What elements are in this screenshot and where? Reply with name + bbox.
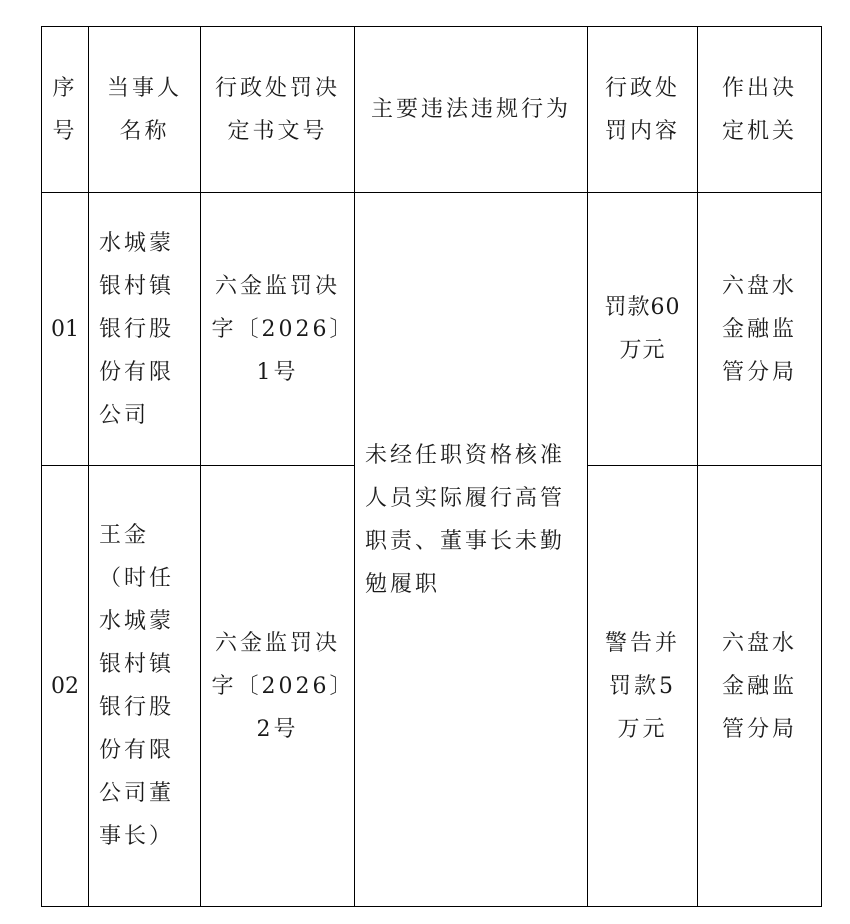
row-seq: 02 (42, 466, 89, 907)
row-party: 王金（时任水城蒙银村镇银行股份有限公司董事长） (89, 466, 201, 907)
header-authority: 作出决定机关 (698, 27, 822, 193)
row-party: 水城蒙银村镇银行股份有限公司 (89, 193, 201, 466)
row-violation: 未经任职资格核准人员实际履行高管职责、董事长未勤勉履职 (355, 193, 588, 907)
header-row (42, 27, 822, 193)
row-penalty: 警告并罚款5万元 (588, 466, 698, 907)
header-violation: 主要违法违规行为 (355, 27, 588, 193)
penalty-table (41, 26, 822, 907)
row-decision-no: 六金监罚决字〔2026〕2号 (201, 466, 355, 907)
row-seq: 01 (42, 193, 89, 466)
header-party: 当事人名称 (89, 27, 201, 193)
row-penalty: 罚款60万元 (588, 193, 698, 466)
table-row (42, 193, 822, 466)
row-authority: 六盘水金融监管分局 (698, 193, 822, 466)
row-authority: 六盘水金融监管分局 (698, 466, 822, 907)
row-decision-no: 六金监罚决字〔2026〕1号 (201, 193, 355, 466)
header-penalty: 行政处罚内容 (588, 27, 698, 193)
header-seq: 序号 (42, 27, 89, 193)
header-decision-no: 行政处罚决定书文号 (201, 27, 355, 193)
